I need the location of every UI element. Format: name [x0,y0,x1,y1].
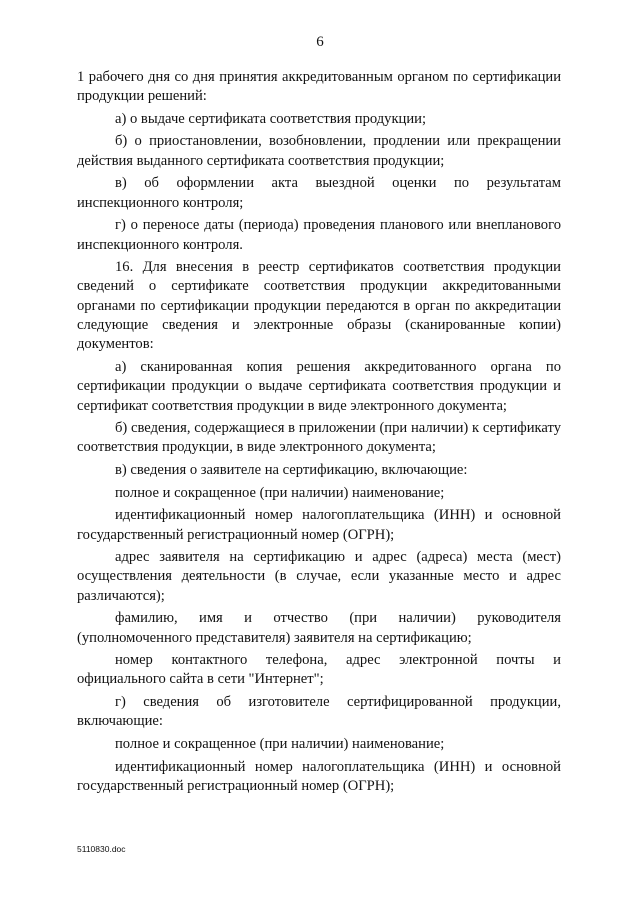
list-item-g-manufacturer: г) сведения об изготовителе сертифицированной продукции, включающие: [77,694,561,730]
document-body [77,68,561,799]
list-item-v: в) об оформлении акта выездной оценки по результатам инспекционного контроля; [77,175,561,211]
list-item-v-applicant: в) сведения о заявителе на сертификацию, включающие: [115,462,468,479]
applicant-head: фамилию, имя и отчество (при наличии) руководителя (уполномоченного представителя) заявителя на сертификацию; [77,610,561,646]
paragraph-16: 16. Для внесения в реестр сертификатов соответствия продукции сведений о сертификате соответствия продукции аккредитованными органами по сертификации продукции передаются в орган по аккредитации следующие сведения и электронные образы (сканированные копии) документов: [77,259,561,353]
document-code: 5110830.doc [77,844,126,854]
applicant-inn-ogrn: идентификационный номер налогоплательщика (ИНН) и основной государственный регистрационный номер (ОГРН); [77,507,561,543]
list-item-b: б) о приостановлении, возобновлении, продлении или прекращении действия выданного сертификата соответствия продукции; [77,133,561,169]
list-item-a-scan: а) сканированная копия решения аккредитованного органа по сертификации продукции о выдаче сертификата соответствия продукции и сертификат соответствия продукции в виде электронного документа; [77,358,561,414]
applicant-address: адрес заявителя на сертификацию и адрес (адреса) места (мест) осуществления деятельности (в случае, если указанные место и адрес различаются); [77,549,561,604]
manufacturer-name: полное и сокращенное (при наличии) наименование; [115,735,445,752]
applicant-contacts: номер контактного телефона, адрес электронной почты и официального сайта в сети "Интернет"; [77,652,561,688]
list-item-g: г) о переносе даты (периода) проведения планового или внепланового инспекционного контроля. [77,217,561,253]
page-number: 6 [316,34,324,50]
list-item-a: а) о выдаче сертификата соответствия продукции; [115,110,427,127]
list-item-b-appendix: б) сведения, содержащиеся в приложении (при наличии) к сертификату соответствия продукции, в виде электронного документа; [77,420,561,456]
applicant-name: полное и сокращенное (при наличии) наименование; [115,484,445,501]
manufacturer-inn-ogrn: идентификационный номер налогоплательщика (ИНН) и основной государственный регистрационный номер (ОГРН); [77,758,561,794]
paragraph-continuation: 1 рабочего дня со дня принятия аккредитованным органом по сертификации продукции решений: [77,69,561,105]
